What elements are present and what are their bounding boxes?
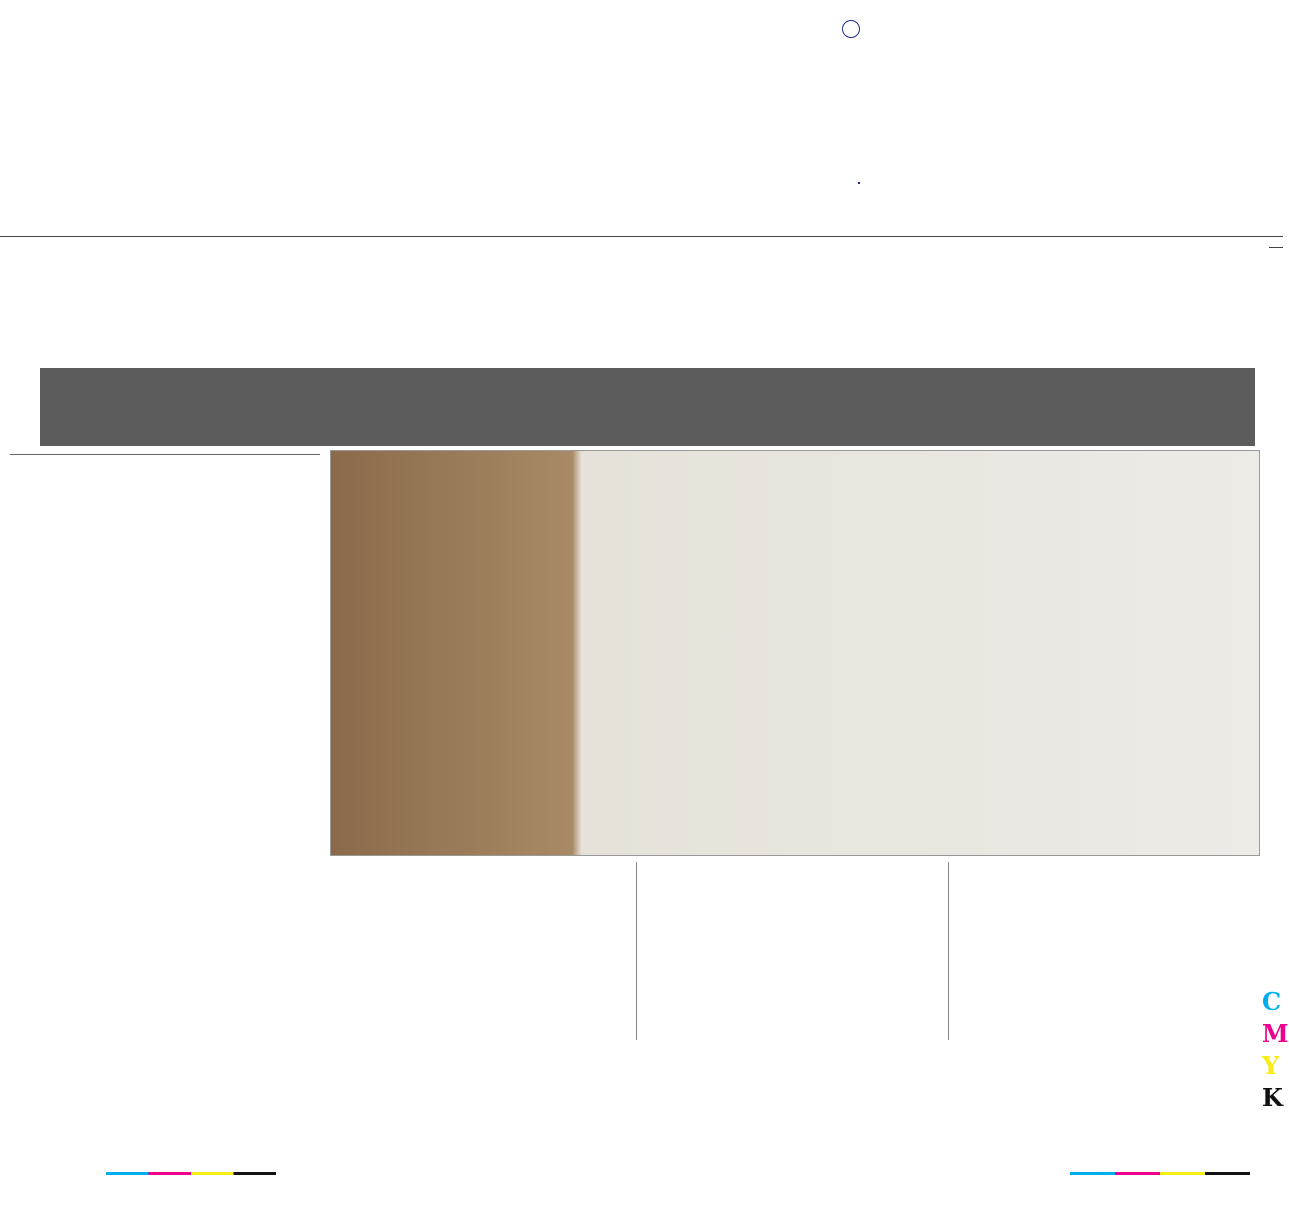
cmyk-letter-c: C	[1262, 987, 1282, 1016]
cmyk-letter-m: M	[1262, 1019, 1289, 1048]
column-divider	[948, 862, 949, 1040]
cmyk-letter-k: K	[1262, 1083, 1283, 1112]
article-deck	[40, 368, 1255, 446]
article-headline	[10, 256, 1272, 360]
article-byline	[10, 452, 320, 455]
masthead-logo	[420, 48, 860, 174]
masthead	[420, 14, 860, 200]
article-photo	[330, 450, 1260, 856]
margin-tick	[1269, 247, 1283, 248]
article-column-2	[330, 862, 628, 1040]
cmyk-registration-letters	[1262, 986, 1289, 1114]
registered-mark-icon	[842, 20, 860, 38]
cmyk-letter-y: Y	[1262, 1051, 1280, 1080]
article-column-4	[955, 862, 1255, 1040]
masthead-subtitle	[858, 180, 860, 184]
column-divider	[636, 862, 637, 1040]
photo-image	[331, 451, 1259, 855]
color-bar-right	[1070, 1172, 1250, 1175]
article-column-3	[642, 862, 940, 1040]
article-column-1	[10, 480, 322, 1040]
masthead-divider	[0, 236, 1283, 237]
color-bar-left	[106, 1172, 276, 1175]
